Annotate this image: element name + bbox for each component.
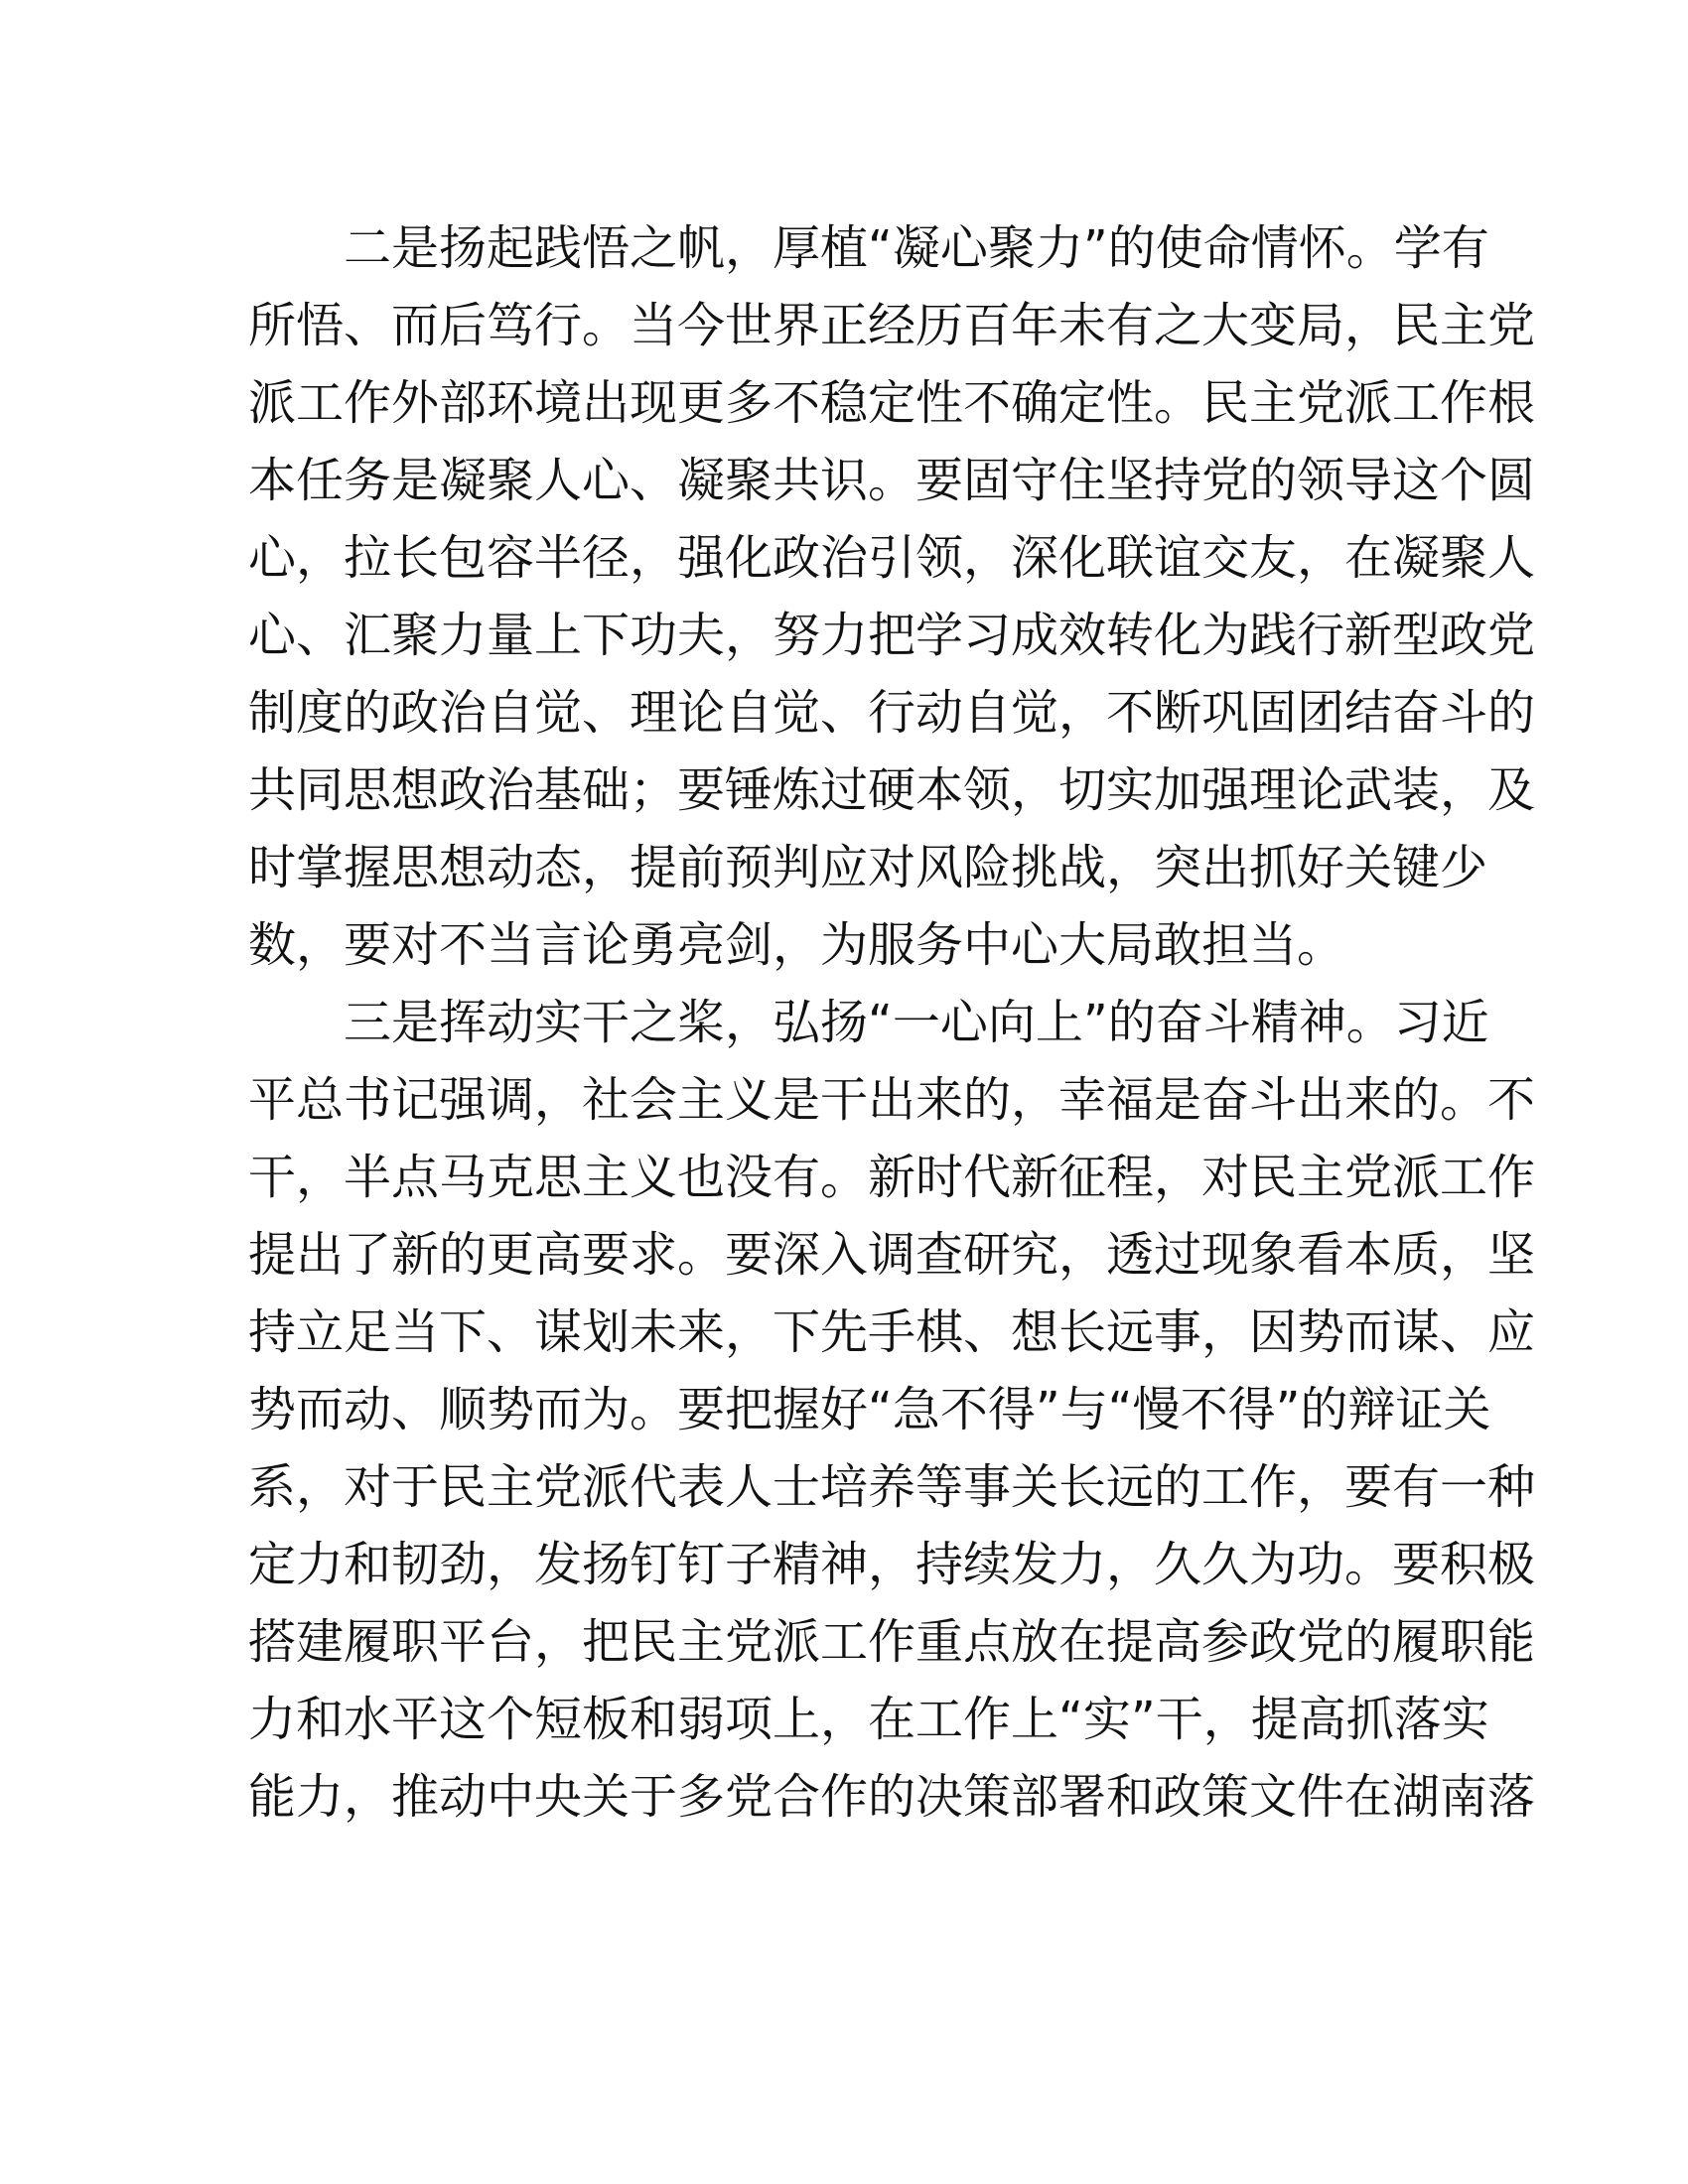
- paragraph-line: 三是挥动实干之桨，弘扬“一心向上”的奋斗精神。习近: [344, 995, 1489, 1050]
- paragraph-line: 心，拉长包容半径，强化政治引领，深化联谊交友，在凝聚人: [248, 530, 1536, 586]
- paragraph-line: 心、汇聚力量上下功夫，努力把学习成效转化为践行新型政党: [248, 608, 1536, 663]
- paragraph-line: 干，半点马克思主义也没有。新时代新征程，对民主党派工作: [248, 1150, 1536, 1205]
- paragraph-line: 提出了新的更高要求。要深入调查研究，透过现象看本质，坚: [248, 1227, 1536, 1283]
- paragraph-line: 搭建履职平台，把民主党派工作重点放在提高参政党的履职能: [248, 1614, 1536, 1670]
- paragraph-line: 平总书记强调，社会主义是干出来的，幸福是奋斗出来的。不: [248, 1072, 1536, 1128]
- paragraph-line: 时掌握思想动态，提前预判应对风险挑战，突出抓好关键少: [248, 840, 1488, 895]
- paragraph-line: 制度的政治自觉、理论自觉、行动自觉，不断巩固团结奋斗的: [248, 685, 1536, 741]
- paragraph-line: 力和水平这个短板和弱项上，在工作上“实”干，提高抓落实: [248, 1692, 1489, 1747]
- paragraph-line: 持立足当下、谋划未来，下先手棋、想长远事，因势而谋、应: [248, 1304, 1536, 1360]
- paragraph-line: 势而动、顺势而为。要把握好“急不得”与“慢不得”的辩证关: [248, 1382, 1491, 1437]
- paragraph-two: [248, 209, 1536, 984]
- paragraph-line: 定力和韧劲，发扬钉钉子精神，持续发力，久久为功。要积极: [248, 1537, 1536, 1592]
- paragraph-line: 系，对于民主党派代表人士培养等事关长远的工作，要有一种: [248, 1459, 1536, 1515]
- paragraph-three: [248, 984, 1536, 1836]
- paragraph-line: 所悟、而后笃行。当今世界正经历百年未有之大变局，民主党: [248, 298, 1536, 353]
- paragraph-line: 派工作外部环境出现更多不稳定性不确定性。民主党派工作根: [248, 375, 1536, 431]
- paragraph-line: 数，要对不当言论勇亮剑，为服务中心大局敢担当。: [248, 917, 1345, 973]
- paragraph-line: 二是扬起践悟之帆，厚植“凝心聚力”的使命情怀。学有: [344, 220, 1489, 276]
- paragraph-line: 本任务是凝聚人心、凝聚共识。要固守住坚持党的领导这个圆: [248, 453, 1536, 508]
- paragraph-line: 共同思想政治基础；要锤炼过硬本领，切实加强理论武装，及: [248, 762, 1536, 818]
- paragraph-line: 能力，推动中央关于多党合作的决策部署和政策文件在湖南落: [248, 1769, 1536, 1825]
